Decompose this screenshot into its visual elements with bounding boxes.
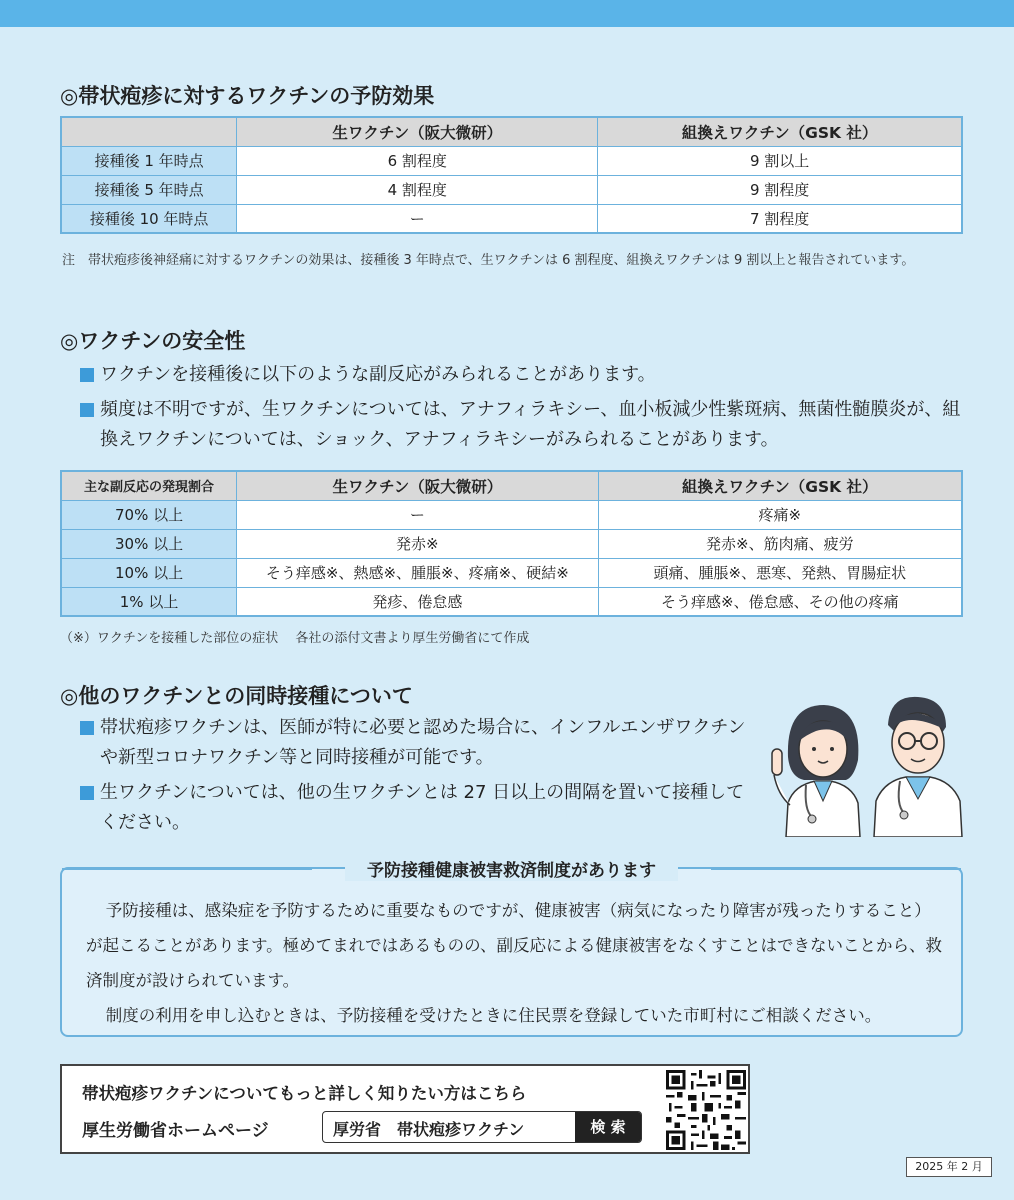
female-doctor-icon (772, 705, 860, 837)
list-item (80, 360, 970, 390)
table-row (61, 204, 962, 233)
table-header-cell: 組換えワクチン（GSK 社） (598, 117, 962, 146)
relief-system-box (60, 861, 963, 1037)
table-row (61, 500, 962, 529)
table-cell: 4 割程度 (237, 175, 598, 204)
table-header-cell: 生ワクチン（阪大微研） (237, 117, 598, 146)
row-header-cell: 接種後 1 年時点 (61, 146, 237, 175)
square-bullet-icon (80, 368, 94, 382)
bullet-text: ワクチンを接種後に以下のような副反応がみられることがあります。 (100, 364, 656, 385)
table-cell: 6 割程度 (237, 146, 598, 175)
list-item (80, 778, 760, 838)
table-row (61, 587, 962, 616)
table-cell: 発赤※、筋肉痛、疲労 (598, 529, 962, 558)
relief-paragraph: 制度の利用を申し込むときは、予防接種を受けたときに住民票を登録していた市町村にご相談ください。 (105, 1006, 882, 1025)
table-cell: 9 割程度 (598, 175, 962, 204)
table-cell: 頭痛、腫脹※、悪寒、発熱、胃腸症状 (598, 558, 962, 587)
table-header-row (61, 471, 962, 500)
table-header-cell (61, 117, 237, 146)
efficacy-note: 注 帯状疱疹後神経痛に対するワクチンの効果は、接種後 3 年時点で、生ワクチンは 6 割程度、組換えワクチンは 9 割以上と報告されています。 (62, 253, 915, 268)
table-row (61, 175, 962, 204)
table-header-cell: 主な副反応の発現割合 (61, 471, 237, 500)
table-row (61, 529, 962, 558)
row-header-cell: 接種後 5 年時点 (61, 175, 237, 204)
publication-date: 2025 年 2 月 (906, 1157, 992, 1177)
top-color-bar (0, 0, 1014, 27)
more-info-box (60, 1064, 750, 1154)
relief-title: 予防接種健康被害救済制度があります (345, 861, 678, 881)
list-item (80, 395, 970, 455)
table-cell: 発赤※ (237, 529, 598, 558)
bullet-text: 頻度は不明ですが、生ワクチンについては、アナフィラキシー、血小板減少性紫斑病、無菌性髄膜炎が、組換えワクチンについては、ショック、アナフィラキシーがみられることがあります。 (100, 399, 961, 450)
table-row (61, 146, 962, 175)
table-cell: ー (237, 500, 598, 529)
section-title-efficacy: ◎帯状疱疹に対するワクチンの予防効果 (60, 84, 435, 108)
row-header-cell: 30% 以上 (61, 529, 237, 558)
table-header-cell: 組換えワクチン（GSK 社） (598, 471, 962, 500)
search-box[interactable] (322, 1111, 642, 1143)
efficacy-table (60, 116, 963, 234)
table-cell: そう痒感※、熱感※、腫脹※、疼痛※、硬結※ (237, 558, 598, 587)
table-cell: 疼痛※ (598, 500, 962, 529)
square-bullet-icon (80, 786, 94, 800)
table-header-row (61, 117, 962, 146)
row-header-cell: 接種後 10 年時点 (61, 204, 237, 233)
table-row (61, 558, 962, 587)
doctors-illustration (766, 685, 966, 837)
section-title-safety: ◎ワクチンの安全性 (60, 329, 246, 353)
row-header-cell: 1% 以上 (61, 587, 237, 616)
more-info-text: 帯状疱疹ワクチンについてもっと詳しく知りたい方はこちら (82, 1084, 527, 1103)
side-effects-table (60, 470, 963, 617)
male-doctor-icon (874, 697, 962, 837)
relief-title-wrap (62, 856, 961, 881)
bullet-text: 生ワクチンについては、他の生ワクチンとは 27 日以上の間隔を置いて接種してください。 (100, 782, 745, 833)
table-cell: ー (237, 204, 598, 233)
square-bullet-icon (80, 721, 94, 735)
safety-bullets (80, 360, 970, 455)
table-cell: 9 割以上 (598, 146, 962, 175)
list-item (80, 713, 760, 773)
table-cell: そう痒感※、倦怠感、その他の疼痛 (598, 587, 962, 616)
qr-code-icon[interactable] (666, 1070, 746, 1150)
search-button[interactable]: 検 索 (575, 1112, 641, 1142)
square-bullet-icon (80, 403, 94, 417)
row-header-cell: 10% 以上 (61, 558, 237, 587)
table-cell: 7 割程度 (598, 204, 962, 233)
section-title-simultaneous: ◎他のワクチンとの同時接種について (60, 684, 413, 708)
source-note: （※）ワクチンを接種した部位の症状 各社の添付文書より厚生労働省にて作成 (60, 631, 530, 646)
relief-body (86, 893, 946, 1033)
mhlw-homepage-label: 厚生労働省ホームページ (82, 1121, 269, 1141)
table-header-cell: 生ワクチン（阪大微研） (237, 471, 598, 500)
row-header-cell: 70% 以上 (61, 500, 237, 529)
bullet-text: 帯状疱疹ワクチンは、医師が特に必要と認めた場合に、インフルエンザワクチンや新型コロナワクチン等と同時接種が可能です。 (100, 717, 746, 768)
divider (62, 868, 312, 870)
search-query: 厚労省 帯状疱疹ワクチン (333, 1120, 525, 1139)
divider (711, 868, 961, 870)
table-cell: 発疹、倦怠感 (237, 587, 598, 616)
relief-paragraph: 予防接種は、感染症を予防するために重要なものですが、健康被害（病気になったり障害が残ったりすること）が起こることがあります。極めてまれではあるものの、副反応による健康被害をなくすことはできないことから、救済制度が設けられています。 (86, 901, 943, 990)
simultaneous-bullets (80, 713, 760, 838)
